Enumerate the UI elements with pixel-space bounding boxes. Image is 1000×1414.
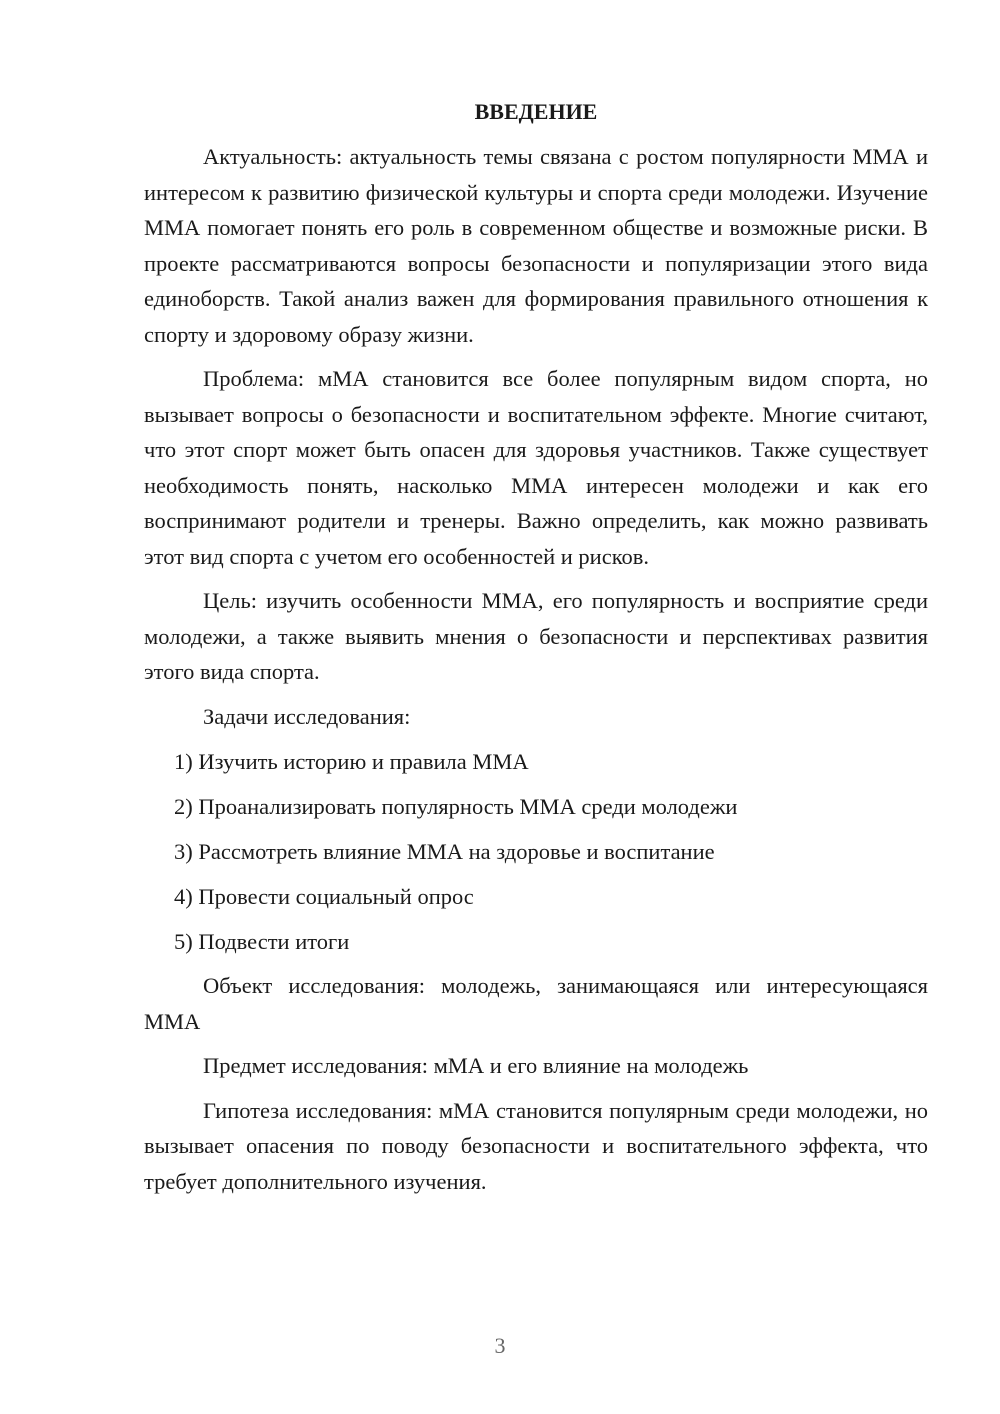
list-item: 1) Изучить историю и правила ММА xyxy=(174,748,529,774)
page-title: ВВЕДЕНИЕ xyxy=(474,99,598,124)
research-hypothesis-paragraph: Гипотеза исследования: мМА становится популярным среди молодежи, но вызывает опасения по поводу безопасности и воспитательного эффекта, что требует дополнительного изучения. xyxy=(144,1097,928,1194)
research-subject-paragraph: Предмет исследования: мМА и его влияние на молодежь xyxy=(203,1053,749,1078)
list-item: 5) Подвести итоги xyxy=(174,928,350,954)
tasks-title: Задачи исследования: xyxy=(203,703,411,729)
list-item: 3) Рассмотреть влияние ММА на здоровье и воспитание xyxy=(174,838,715,864)
document-page xyxy=(144,94,928,1199)
tasks-list xyxy=(144,744,928,960)
list-item: 4) Провести социальный опрос xyxy=(174,883,474,909)
research-object-paragraph: Объект исследования: молодежь, занимающаяся или интересующаяся ММА xyxy=(144,973,928,1034)
goal-paragraph: Цель: изучить особенности ММА, его популярность и восприятие среди молодежи, а также выявить мнения о безопасности и перспективах развития этого вида спорта. xyxy=(144,588,928,684)
relevance-paragraph: Актуальность: актуальность темы связана с ростом популярности ММА и интересом к развитию физической культуры и спорта среди молодежи. Изучение ММА помогает понять его роль в современном обществе и возможные риски. В проекте рассматриваются вопросы безопасности и популяризации этого вида единоборств. Такой анализ важен для формирования правильного отношения к спорту и здоровому образу жизни. xyxy=(144,144,928,347)
list-item: 2) Проанализировать популярность ММА среди молодежи xyxy=(174,793,738,819)
problem-paragraph: Проблема: мМА становится все более популярным видом спорта, но вызывает вопросы о безопасности и воспитательном эффекте. Многие считают, что этот спорт может быть опасен для здоровья участников. Также существует необходимость понять, насколько ММА интересен молодежи и как его воспринимают родители и тренеры. Важно определить, как можно развивать этот вид спорта с учетом его особенностей и рисков. xyxy=(144,366,928,569)
page-number: 3 xyxy=(494,1333,506,1358)
